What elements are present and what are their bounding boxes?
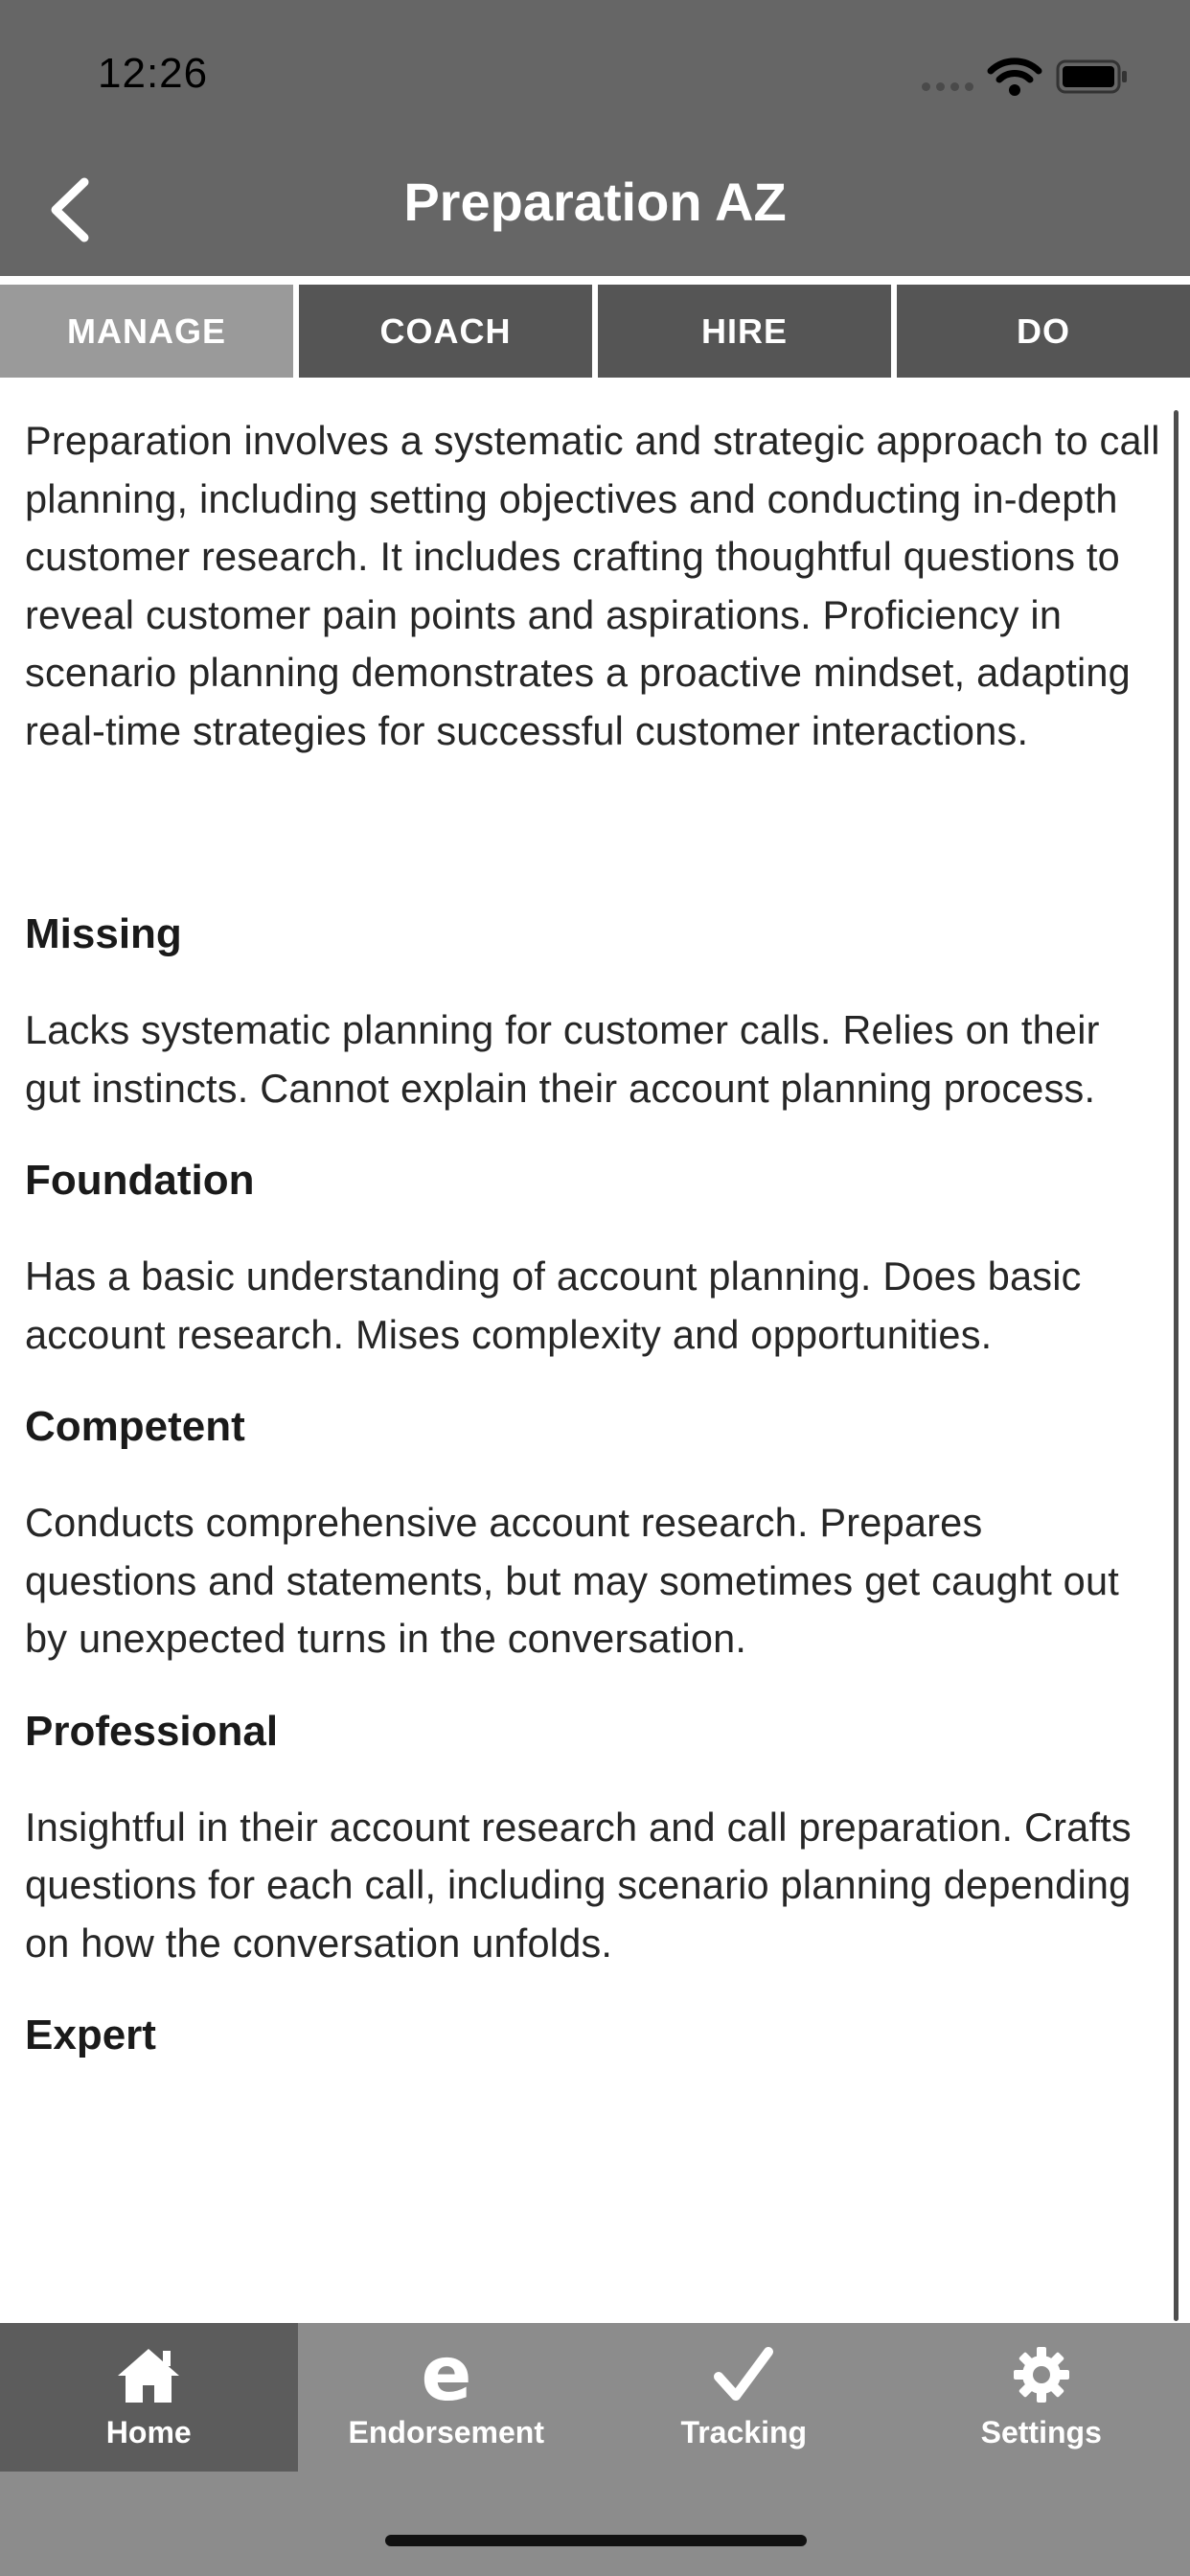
level-foundation xyxy=(25,1152,1161,1364)
battery-icon xyxy=(1056,59,1129,94)
level-description: Has a basic understanding of account planning. Does basic account research. Mises complexity and opportunities. xyxy=(25,1254,1082,1357)
bottom-navigation xyxy=(0,2323,1190,2472)
wifi-icon xyxy=(987,56,1042,98)
level-missing xyxy=(25,906,1161,1117)
level-expert xyxy=(25,2007,1161,2064)
level-title: Foundation xyxy=(25,1157,255,1204)
content-scroll-area[interactable] xyxy=(25,412,1161,2099)
nav-home[interactable] xyxy=(0,2323,298,2472)
level-title: Expert xyxy=(25,2012,156,2058)
nav-label: Tracking xyxy=(680,2415,808,2450)
level-title: Competent xyxy=(25,1403,245,1450)
tab-hire[interactable]: HIRE xyxy=(598,285,891,378)
nav-label: Endorsement xyxy=(348,2415,544,2450)
nav-settings[interactable] xyxy=(893,2323,1190,2472)
cellular-signal-icon xyxy=(922,82,973,92)
svg-text:e: e xyxy=(421,2344,472,2405)
level-professional xyxy=(25,1703,1161,1973)
endorsement-e-icon xyxy=(416,2344,477,2405)
page-title: Preparation AZ xyxy=(403,172,787,232)
level-competent xyxy=(25,1398,1161,1668)
nav-label: Home xyxy=(105,2415,192,2450)
home-icon xyxy=(115,2345,182,2404)
app-header xyxy=(0,0,1190,276)
level-description: Conducts comprehensive account research. Prepares questions and statements, but may sometimes get caught out by unexpected turns in the conversation. xyxy=(25,1500,1119,1661)
nav-endorsement[interactable] xyxy=(298,2323,596,2472)
gear-icon xyxy=(1012,2345,1071,2404)
intro-text: Preparation involves a systematic and strategic approach to call planning, including setting objectives and conducting in-depth customer research. It includes crafting thoughtful questions to reveal customer pain points and aspirations. Proficiency in scenario planning demonstrates a proactive mindset, adapting real-time strategies for successful customer interactions. xyxy=(25,418,1160,753)
level-description: Lacks systematic planning for customer calls. Relies on their gut instincts. Cannot explain their account planning process. xyxy=(25,1007,1100,1111)
nav-tracking[interactable] xyxy=(595,2323,893,2472)
home-indicator[interactable] xyxy=(385,2535,807,2546)
scrollbar[interactable] xyxy=(1174,410,1179,2321)
status-time: 12:26 xyxy=(98,50,209,97)
tab-coach[interactable]: COACH xyxy=(299,285,592,378)
level-title: Missing xyxy=(25,910,182,957)
tab-do[interactable]: DO xyxy=(897,285,1190,378)
tab-manage[interactable]: MANAGE xyxy=(0,285,293,378)
level-title: Professional xyxy=(25,1707,279,1755)
checkmark-icon xyxy=(713,2346,774,2404)
nav-label: Settings xyxy=(980,2415,1102,2450)
level-description: Insightful in their account research and call preparation. Crafts questions for each call, including scenario planning depending on how the conversation unfolds. xyxy=(25,1804,1132,1966)
bottom-safe-area xyxy=(0,2472,1190,2576)
tab-bar xyxy=(0,280,1190,378)
